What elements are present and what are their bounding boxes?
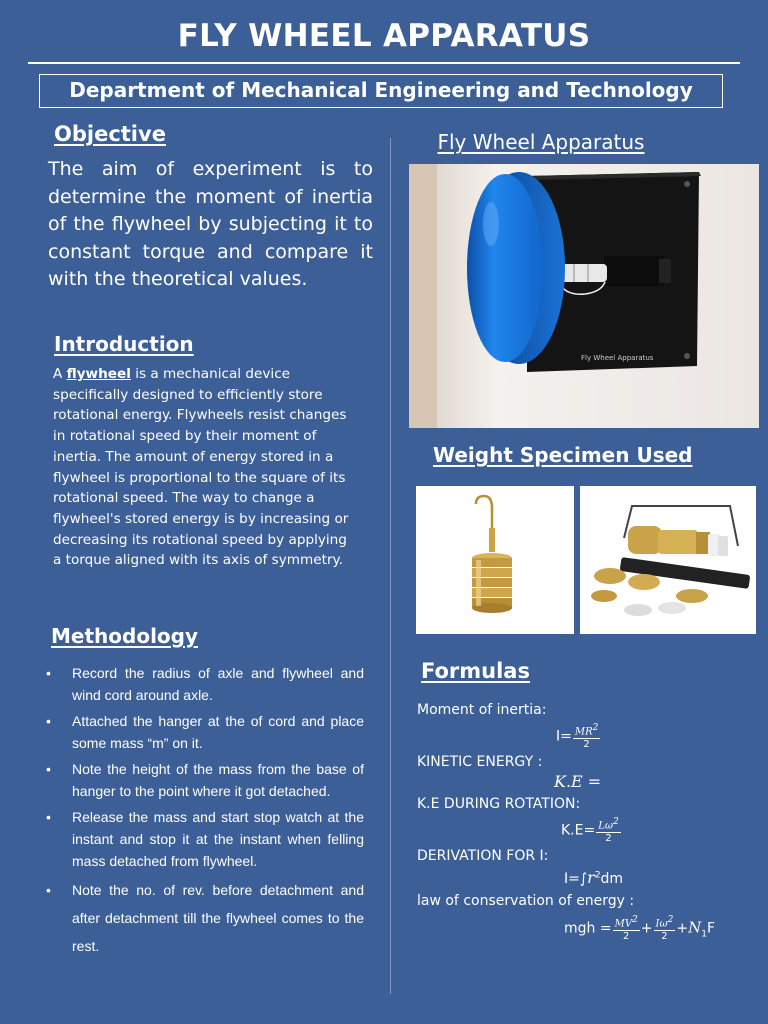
apparatus-heading: Fly Wheel Apparatus: [437, 130, 645, 154]
methodology-list: [42, 662, 364, 964]
numerator: Lω: [598, 820, 614, 832]
friction-symbol: F: [706, 920, 716, 937]
list-item: • Record the radius of axle and flywheel and wind cord around axle.: [42, 662, 364, 706]
fraction: [596, 816, 621, 845]
plus-sign: +: [640, 920, 653, 937]
derivation-formula: [564, 868, 623, 887]
hanger-weight-photo: [416, 486, 574, 634]
list-item: • Attached the hanger at the of cord and place some mass “m” on it.: [42, 710, 364, 754]
numerator: Iω: [655, 918, 668, 930]
list-item: • Release the mass and start stop watch at the instant and stop it at the instant when felling mass detached from flywheel.: [42, 806, 364, 872]
exponent: 2: [632, 915, 638, 925]
denominator: 2: [605, 833, 612, 845]
formulas-heading: Formulas: [421, 659, 530, 683]
formula-lhs: I=: [556, 728, 572, 745]
moment-of-inertia-label: Moment of inertia:: [417, 702, 547, 718]
fraction: [613, 914, 640, 943]
exponent: 2: [592, 723, 599, 733]
introduction-prefix: A: [53, 366, 67, 382]
ke-rotation-label: K.E DURING ROTATION:: [417, 796, 581, 812]
conservation-formula: [564, 914, 715, 943]
fraction: [573, 722, 601, 751]
list-item: • Note the no. of rev. before detachment and after detachment till the flywheel comes to the rest.: [42, 876, 364, 960]
page-title: FLY WHEEL APPARATUS: [177, 18, 591, 54]
numerator: MV: [614, 918, 633, 930]
introduction-text: [53, 364, 353, 571]
list-item: • Note the height of the mass from the base of hanger to the point where it got detached.: [42, 758, 364, 802]
department-banner: Department of Mechanical Engineering and Technology: [39, 74, 723, 108]
formula-lhs: K.E=: [561, 822, 596, 839]
differential-mass: dm: [600, 871, 624, 887]
weights-heading: Weight Specimen Used: [433, 443, 693, 467]
radius-symbol: r: [587, 868, 595, 887]
exponent: 2: [667, 915, 674, 925]
denominator: 2: [583, 739, 590, 751]
ke-rotation-formula: [561, 816, 622, 845]
flywheel-keyword: flywheel: [66, 366, 131, 382]
objective-heading: Objective: [54, 122, 166, 146]
revolutions-symbol: N: [688, 918, 702, 937]
numerator: MR: [574, 726, 593, 738]
objective-text: The aim of experiment is to determine the moment of inertia of the flywheel by subjecting it to constant torque and compare it with the theoretical values.: [48, 158, 373, 290]
moment-of-inertia-formula: [556, 722, 601, 751]
methodology-heading: Methodology: [51, 624, 199, 648]
column-divider: [390, 138, 391, 994]
kinetic-energy-label: KINETIC ENERGY :: [417, 754, 543, 770]
title-divider: [28, 62, 740, 64]
kinetic-energy-formula: K.E =: [554, 772, 602, 791]
introduction-heading: Introduction: [54, 332, 194, 356]
fraction: [654, 914, 676, 943]
derivation-label: DERIVATION FOR I:: [417, 848, 549, 864]
weight-set-photo: [580, 486, 756, 634]
exponent: 2: [613, 817, 619, 827]
formula-lhs: mgh =: [564, 920, 612, 937]
apparatus-plate-label: Fly Wheel Apparatus: [581, 354, 654, 362]
plus-sign: +: [676, 920, 689, 937]
conservation-label: law of conservation of energy :: [417, 893, 635, 909]
introduction-body: is a mechanical device specifically designed to efficiently store rotational energy. Flywheels resist changes in rotational speed by their moment of inertia. The amount of energy stored in a flywheel is proportional to the square of its rotational speed. The way to change a flywheel's stored energy is by increasing or decreasing its rotational speed by applying a torque aligned with its axis of symmetry.: [53, 366, 349, 569]
denominator: 2: [661, 931, 668, 943]
flywheel-apparatus-photo: [409, 164, 759, 428]
formula-lhs: I=∫: [564, 871, 588, 887]
denominator: 2: [622, 931, 630, 943]
exponent: 2: [594, 870, 601, 881]
subscript: 1: [701, 929, 707, 940]
